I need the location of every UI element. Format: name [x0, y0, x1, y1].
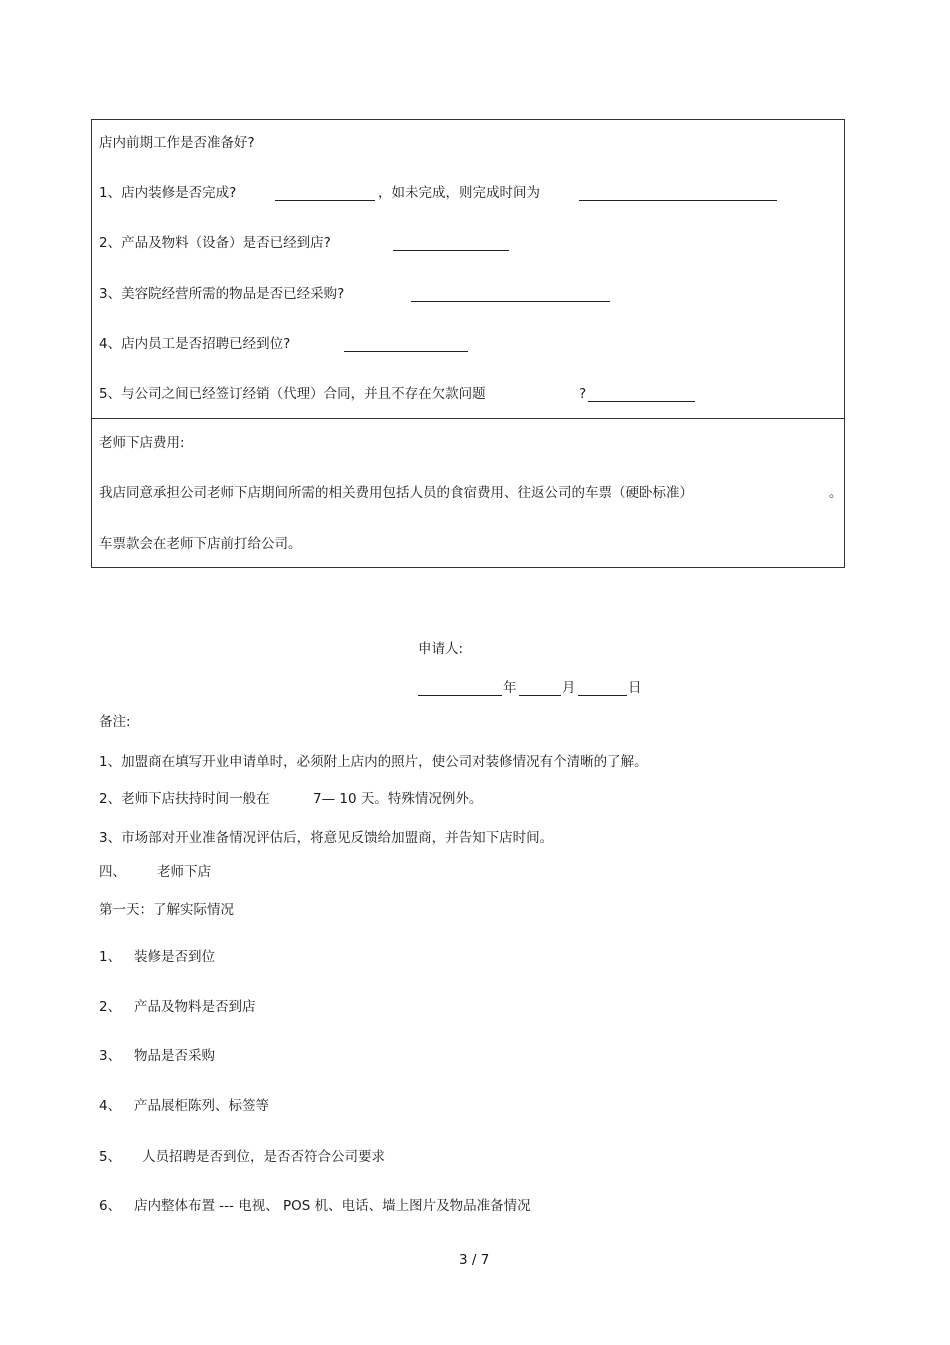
prep-q4-label: 4、店内员工是否招聘已经到位? — [99, 336, 291, 352]
list-item-num: 5、 — [99, 1149, 122, 1165]
day1-heading: 第一天：了解实际情况 — [99, 902, 234, 918]
fee-title: 老师下店费用: — [99, 435, 185, 451]
list-item: 人员招聘是否到位，是否否符合公司要求 — [142, 1149, 385, 1165]
section4-number: 四、 — [99, 864, 126, 880]
month-field[interactable] — [519, 681, 561, 696]
prep-title: 店内前期工作是否准备好? — [99, 135, 255, 151]
note-item-2-days: 7— 10 天。特殊情况例外。 — [313, 791, 483, 807]
fee-line2: 车票款会在老师下店前打给公司。 — [99, 536, 302, 552]
prep-check-box — [91, 119, 845, 419]
section4-title: 老师下店 — [157, 864, 211, 880]
month-label: 月 — [562, 680, 576, 696]
list-item-num: 3、 — [99, 1048, 122, 1064]
year-label: 年 — [503, 680, 517, 696]
q1-date-field[interactable] — [579, 186, 777, 201]
note-item-3: 3、市场部对开业准备情况评估后，将意见反馈给加盟商，并告知下店时间。 — [99, 830, 554, 846]
note-item-2: 2、老师下店扶持时间一般在 — [99, 791, 270, 807]
day-label: 日 — [628, 680, 642, 696]
fee-line1: 我店同意承担公司老师下店期间所需的相关费用包括人员的食宿费用、往返公司的车票（硬卧标准） — [99, 485, 693, 501]
table-divider — [91, 418, 845, 419]
list-item-num: 6、 — [99, 1198, 122, 1214]
applicant-label: 申请人: — [418, 641, 464, 657]
page-number: 3 / 7 — [459, 1252, 490, 1268]
list-item: 装修是否到位 — [134, 949, 215, 965]
list-item-num: 2、 — [99, 999, 122, 1015]
list-item-num: 1、 — [99, 949, 122, 965]
prep-q3-label: 3、美容院经营所需的物品是否已经采购? — [99, 286, 345, 302]
prep-q5-qmark: ? — [579, 386, 587, 402]
fee-line1-end: 。 — [829, 485, 843, 501]
q4-answer-field[interactable] — [344, 337, 468, 352]
list-item: 产品及物料是否到店 — [134, 999, 256, 1015]
q2-answer-field[interactable] — [393, 236, 509, 251]
list-item: 店内整体布置 --- 电视、 POS 机、电话、墙上图片及物品准备情况 — [134, 1198, 531, 1214]
list-item-num: 4、 — [99, 1098, 122, 1114]
prep-q1-label: 1、店内装修是否完成? — [99, 185, 237, 201]
list-item: 物品是否采购 — [134, 1048, 215, 1064]
prep-q2-label: 2、产品及物料（设备）是否已经到店? — [99, 235, 331, 251]
q1-answer-field[interactable] — [275, 186, 375, 201]
prep-q5-label: 5、与公司之间已经签订经销（代理）合同，并且不存在欠款问题 — [99, 386, 486, 402]
list-item: 产品展柜陈列、标签等 — [134, 1098, 269, 1114]
q3-answer-field[interactable] — [411, 287, 610, 302]
prep-q1-mid: ，如未完成，则完成时间为 — [378, 185, 540, 201]
day-field[interactable] — [578, 681, 627, 696]
note-item-1: 1、加盟商在填写开业申请单时，必须附上店内的照片，使公司对装修情况有个清晰的了解。 — [99, 754, 648, 770]
notes-title: 备注: — [99, 714, 131, 730]
year-field[interactable] — [418, 681, 502, 696]
q5-answer-field[interactable] — [588, 387, 695, 402]
